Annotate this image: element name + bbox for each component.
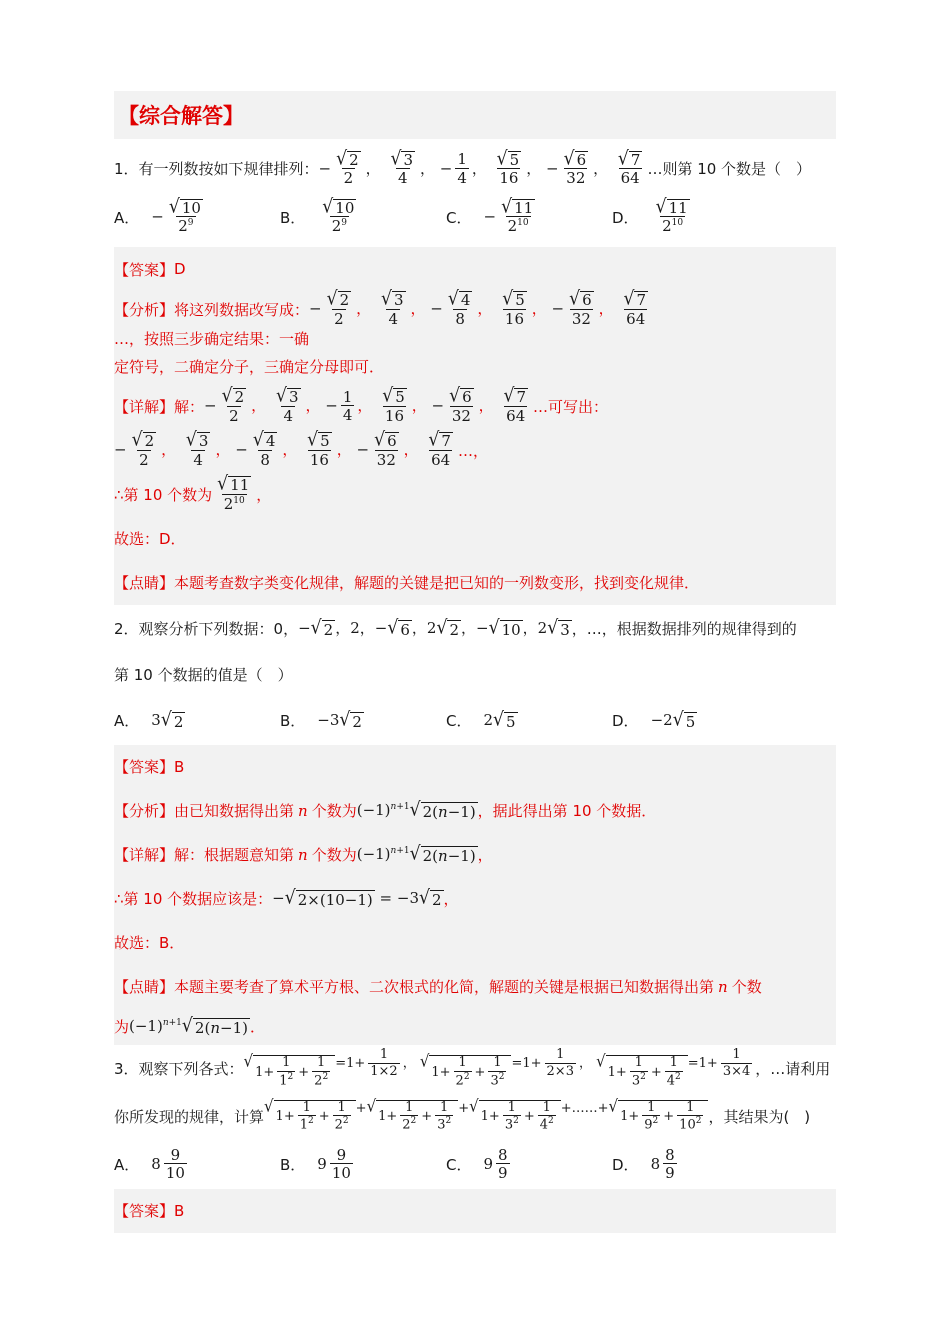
q2-option-c[interactable]: C． 2 √ 5: [446, 708, 516, 731]
q1-suffix: …则第 10 个数是（ ）: [647, 160, 812, 178]
q1-comment: 【点睛】 本题考查数字类变化规律，解题的关键是把已知的一列数变形，找到变化规律．: [114, 574, 700, 592]
q1-prefix: 1．有一列数按如下规律排列：: [114, 160, 319, 178]
q3-option-c[interactable]: C． 9 $\frac{8}{9}$: [446, 1145, 508, 1183]
q1-detail-rewrite: − √ 2 2 ， √ 3 4 ， − √ 4 8 ， √ 5 16 ， − √ 6 32 ， √ 7 64 …，: [114, 429, 488, 469]
q3-answer: 【答案】 B: [114, 1201, 185, 1220]
question-2: 2．观察分析下列数据：0， − √ 2 ，2，− √ 6 ，2 √ 2 ，− √ 10 ，2 √ 3 ，…，根据数据排列的规律得到的: [114, 616, 797, 639]
q1-solution: [114, 247, 836, 605]
question-1: [114, 145, 836, 193]
q1-option-a[interactable]: A． − √ 10 $2^9$: [114, 195, 201, 236]
q3-line2: 你所发现的规律，计算 √ 1+ $\frac{1}{1^2}$ + $\frac{1}{2^2}$ + √ 1+ $\frac{1}{2^2}$ + $\frac{1}{3^2}$ + √ 1+ $\frac{1}{3^2}$ + $\frac{1}{4^2}$ +……+ √ 1+ $\frac{1}{9^2}$ + $\frac{1}{10^2}$ ，其结果为( ): [114, 1096, 811, 1133]
q2-options: [114, 697, 836, 745]
q1-therefore: ∴第 10 个数为 √ 11 $2^{10}$ ，: [114, 473, 272, 513]
q1-analysis: 【分析】 将这列数据改写成： − √ 2 2 ， √ 3 4 ， − √ 4 8 ， √ 5 16 ， − √ 6 32 ， √ 7 64 …，按照三步确定结果：一确: [114, 287, 646, 348]
question-3: 3．观察下列各式： √ 1+ $\frac{1}{1^2}$ + $\frac{1}{2^2}$ =1+ $\frac{1}{1\times 2}$ ， √ 1+ $\frac{1}{2^2}$ + $\frac{1}{3^2}$ =1+ $\frac{1}{2\times 3}$ ， √ 1+ $\frac{1}{3^2}$ + $\frac{1}{4^2}$ =1+ $\frac{1}{3\times 4}$ ，…请利用: [114, 1047, 831, 1088]
q2-answer: 【答案】 B: [114, 757, 185, 776]
q3-option-a[interactable]: A． 8 $\frac{9}{10}$: [114, 1145, 185, 1183]
q1-answer: 【答案】 D: [114, 260, 186, 279]
q1-options: [114, 193, 836, 241]
q2-comment-cont: 为 $(-1)^{n+1}$ √ 2( n −1) ．: [114, 1014, 265, 1037]
q2-therefore: ∴第 10 个数据应该是： − √ 2×(10−1) = −3 √ 2 ，: [114, 886, 459, 909]
q3-option-d[interactable]: D． 8 $\frac{8}{9}$: [612, 1145, 675, 1183]
q2-option-b[interactable]: B． −3 √ 2: [280, 708, 362, 731]
q1-analysis-cont: 定符号，二确定分子，三确定分母即可．: [114, 358, 385, 376]
q1-detail: 【详解】 解： − √ 2 2 ， √ 3 4 ， − $\frac{1}{4}$ ， √ 5 16 ， − √ 6 32 ， √ 7 64 …可写出：: [114, 385, 609, 425]
q2-choose: 故选：B．: [114, 934, 185, 952]
q1-option-d[interactable]: D． √ 11 $2^{10}$: [612, 195, 688, 236]
document-page: [114, 91, 836, 1233]
q2-line2: 第 10 个数据的值是（ ）: [114, 666, 293, 684]
q2-comment: 【点睛】 本题主要考查了算术平方根、二次根式的化简，解题的关键是根据已知数据得出第 n 个数: [114, 977, 762, 996]
q3-options: [114, 1141, 836, 1189]
q2-option-d[interactable]: D． −2 √ 5: [612, 708, 696, 731]
q2-detail: 【详解】 解：根据题意知第 n 个数为 $(-1)^{n+1}$ √ 2( n −1) ，: [114, 842, 493, 865]
q2-option-a[interactable]: A． 3 √ 2: [114, 708, 184, 731]
q1-sequence: − √ 2 2 ， √ 3 4 ， − $\frac{1}{4}$ ， √ 5 16 ， − √ 6 32 ， √ 7 64: [318, 147, 641, 188]
q2-analysis: 【分析】 由已知数据得出第 n 个数为 $(-1)^{n+1}$ √ 2( n −1) ，据此得出第 10 个数据．: [114, 798, 657, 821]
q1-choose: 故选：D．: [114, 530, 186, 548]
q3-option-b[interactable]: B． 9 $\frac{9}{10}$: [280, 1145, 351, 1183]
q1-option-b[interactable]: B． √ 10 $2^9$: [280, 195, 355, 236]
section-title-band: [114, 91, 836, 139]
section-title: 【综合解答】: [118, 104, 244, 128]
q2-solution: [114, 745, 836, 1045]
q1-option-c[interactable]: C． − √ 11 $2^{10}$: [446, 195, 534, 236]
q3-solution: [114, 1189, 836, 1233]
